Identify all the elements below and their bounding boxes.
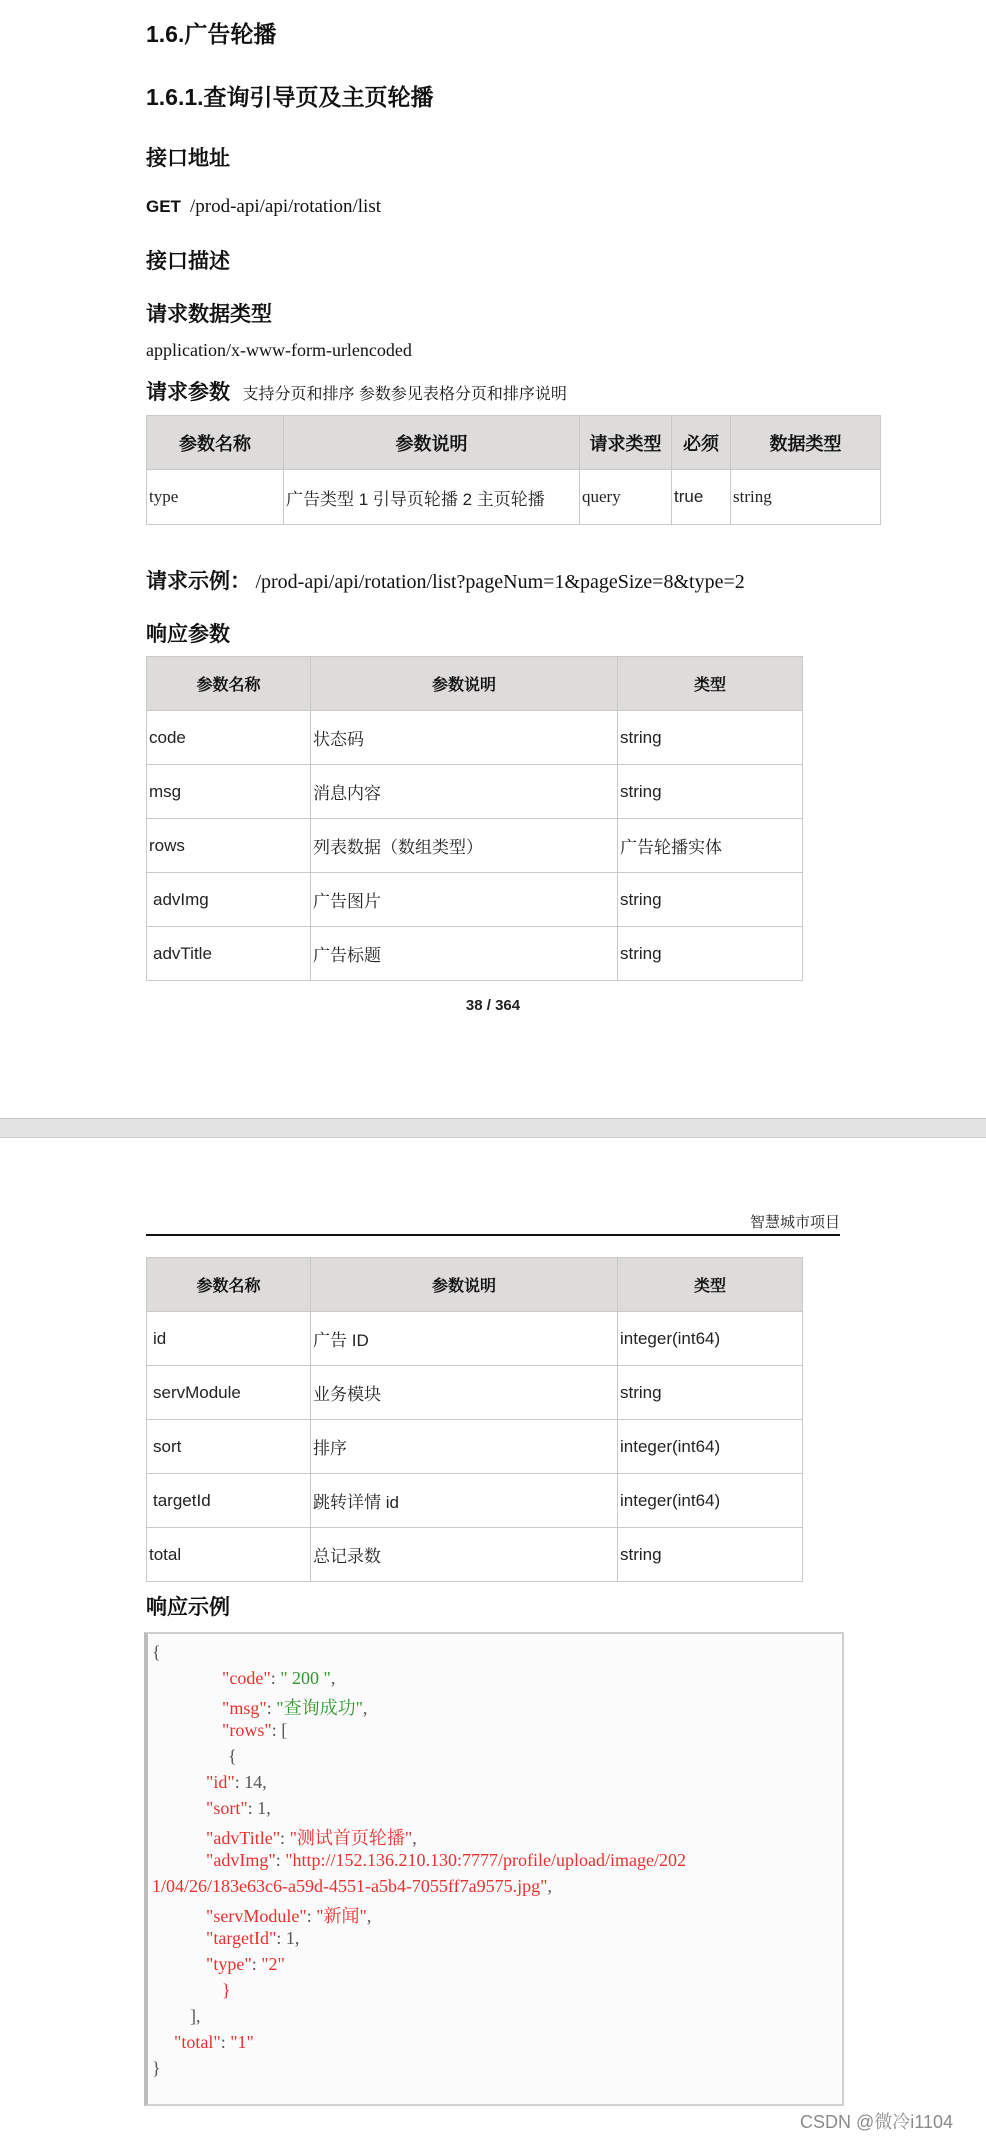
code-token: "id"	[206, 1772, 235, 1792]
code-token: "code"	[222, 1668, 271, 1688]
response-example-code-block	[144, 1632, 844, 2106]
request-params-heading: 请求参数	[146, 381, 230, 404]
table-cell: 状态码	[311, 711, 618, 765]
code-token: "查询成功"	[276, 1698, 363, 1718]
table-cell: 总记录数	[311, 1528, 618, 1582]
column-header: 参数名称	[147, 657, 311, 711]
code-line	[152, 1668, 335, 1689]
code-line	[152, 2006, 201, 2027]
table-cell: id	[147, 1312, 311, 1366]
table-cell: code	[147, 711, 311, 765]
code-line	[152, 2058, 161, 2079]
code-token: :	[306, 1906, 317, 1926]
code-token: 1/04/26/183e63c6-a59d-4551-a5b4-7055ff7a9575.jpg"	[152, 1876, 548, 1896]
response-params-table	[146, 656, 803, 981]
code-line	[152, 1694, 367, 1720]
code-token: "msg"	[222, 1698, 267, 1718]
code-line	[152, 1824, 417, 1850]
code-token: :	[220, 2032, 231, 2052]
code-token: :	[275, 1850, 286, 1870]
table-header-row	[147, 657, 803, 711]
code-token: : 1,	[276, 1928, 300, 1948]
table-cell: string	[618, 1528, 803, 1582]
section-title: 1.6.广告轮播	[146, 21, 277, 47]
table-cell: type	[147, 470, 284, 525]
code-line	[152, 1746, 237, 1767]
api-path: /prod-api/api/rotation/list	[189, 196, 381, 217]
code-token: "total"	[174, 2032, 221, 2052]
code-token: : [	[271, 1720, 288, 1740]
table-cell: 排序	[311, 1420, 618, 1474]
code-token: :	[251, 1954, 262, 1974]
request-params-heading-row	[146, 376, 567, 406]
code-token: "rows"	[222, 1720, 272, 1740]
table-cell: integer(int64)	[618, 1420, 803, 1474]
code-token: ,	[412, 1828, 417, 1848]
api-address-line	[146, 196, 381, 218]
api-description-heading: 接口描述	[146, 250, 230, 273]
request-example-label: 请求示例：	[146, 570, 251, 593]
code-token: :	[270, 1668, 281, 1688]
code-token: :	[280, 1828, 290, 1848]
table-row	[147, 711, 803, 765]
table-cell: 广告标题	[311, 927, 618, 981]
code-line	[152, 1642, 161, 1663]
table-cell: 列表数据（数组类型）	[311, 819, 618, 873]
code-line	[152, 1720, 287, 1741]
table-row	[147, 927, 803, 981]
code-token: "advImg"	[206, 1850, 276, 1870]
code-line	[152, 1772, 267, 1793]
table-cell: integer(int64)	[618, 1474, 803, 1528]
table-cell: advTitle	[147, 927, 311, 981]
column-header: 参数名称	[147, 416, 284, 470]
code-token: "advTitle"	[206, 1828, 281, 1848]
code-token: "1"	[230, 2032, 254, 2052]
table-cell: string	[618, 873, 803, 927]
code-token: "新闻"	[316, 1906, 367, 1926]
csdn-watermark: CSDN @微冷i1104	[800, 2112, 953, 2132]
table-cell: integer(int64)	[618, 1312, 803, 1366]
code-line	[152, 1928, 299, 1949]
table-cell: 广告 ID	[311, 1312, 618, 1366]
request-example-line	[146, 565, 745, 595]
column-header: 参数说明	[284, 416, 580, 470]
code-token: }	[222, 1980, 231, 2000]
table-cell: string	[618, 927, 803, 981]
table-row	[147, 1312, 803, 1366]
request-type-heading: 请求数据类型	[146, 303, 272, 326]
code-line	[152, 1980, 231, 2001]
table-cell: string	[618, 765, 803, 819]
column-header: 参数名称	[147, 1258, 311, 1312]
page-header: 智慧城市项目	[749, 1214, 840, 1231]
column-header: 类型	[618, 1258, 803, 1312]
api-address-heading: 接口地址	[146, 147, 230, 170]
code-line	[152, 2032, 254, 2053]
code-token: ,	[366, 1906, 372, 1926]
table-row	[147, 765, 803, 819]
table-cell: string	[618, 1366, 803, 1420]
subsection-title: 1.6.1.查询引导页及主页轮播	[146, 84, 434, 110]
table-row	[147, 1528, 803, 1582]
table-cell: true	[672, 470, 731, 525]
code-token: "type"	[206, 1954, 252, 1974]
response-params-heading: 响应参数	[146, 623, 230, 646]
code-token: " 200 "	[280, 1668, 331, 1688]
table-cell: sort	[147, 1420, 311, 1474]
code-line	[152, 1954, 285, 1975]
code-token: : 1,	[247, 1798, 271, 1818]
code-line	[152, 1798, 271, 1819]
table-cell: 业务模块	[311, 1366, 618, 1420]
table-cell: 广告轮播实体	[618, 819, 803, 873]
table-cell: 广告图片	[311, 873, 618, 927]
table-header-row	[147, 1258, 803, 1312]
table-row	[147, 873, 803, 927]
code-token: "测试首页轮播"	[289, 1828, 413, 1848]
code-token: ,	[330, 1668, 336, 1688]
header-rule	[146, 1234, 840, 1236]
column-header: 参数说明	[311, 1258, 618, 1312]
table-cell: 广告类型 1 引导页轮播 2 主页轮播	[284, 470, 580, 525]
http-method: GET	[146, 197, 181, 216]
code-token: }	[152, 2058, 161, 2078]
code-token: : 14,	[234, 1772, 267, 1792]
code-line	[152, 1902, 371, 1928]
table-cell: string	[618, 711, 803, 765]
table-cell: targetId	[147, 1474, 311, 1528]
table-cell: advImg	[147, 873, 311, 927]
page-separator	[0, 1118, 986, 1138]
code-token: "sort"	[206, 1798, 248, 1818]
table-row	[147, 470, 881, 525]
code-token: :	[266, 1698, 277, 1718]
code-line	[152, 1850, 686, 1871]
table-cell: rows	[147, 819, 311, 873]
code-token: "servModule"	[206, 1906, 307, 1926]
table-cell: query	[580, 470, 672, 525]
request-params-note: 支持分页和排序 参数参见表格分页和排序说明	[242, 386, 567, 403]
code-token: {	[152, 1642, 161, 1662]
request-params-table	[146, 415, 881, 525]
code-token: ,	[362, 1698, 368, 1718]
table-row	[147, 1420, 803, 1474]
code-token: ,	[547, 1876, 552, 1896]
table-header-row	[147, 416, 881, 470]
column-header: 数据类型	[731, 416, 881, 470]
column-header: 必须	[672, 416, 731, 470]
code-token: ],	[190, 2006, 201, 2026]
table-cell: 消息内容	[311, 765, 618, 819]
table-cell: string	[731, 470, 881, 525]
table-row	[147, 1366, 803, 1420]
code-line	[152, 1876, 552, 1897]
table-row	[147, 1474, 803, 1528]
column-header: 类型	[618, 657, 803, 711]
table-cell: servModule	[147, 1366, 311, 1420]
code-token: "targetId"	[206, 1928, 277, 1948]
code-token: {	[228, 1746, 237, 1766]
code-token: "2"	[261, 1954, 285, 1974]
response-example-heading: 响应示例	[146, 1596, 230, 1619]
request-type-value: application/x-www-form-urlencoded	[146, 340, 412, 360]
response-params-table-continued	[146, 1257, 803, 1582]
column-header: 请求类型	[580, 416, 672, 470]
table-cell: 跳转详情 id	[311, 1474, 618, 1528]
column-header: 参数说明	[311, 657, 618, 711]
page-number: 38 / 364	[465, 997, 521, 1014]
request-example-value: /prod-api/api/rotation/list?pageNum=1&pageSize=8&type=2	[255, 571, 745, 593]
table-row	[147, 819, 803, 873]
code-token: "http://152.136.210.130:7777/profile/upload/image/202	[285, 1850, 687, 1870]
table-cell: total	[147, 1528, 311, 1582]
table-cell: msg	[147, 765, 311, 819]
